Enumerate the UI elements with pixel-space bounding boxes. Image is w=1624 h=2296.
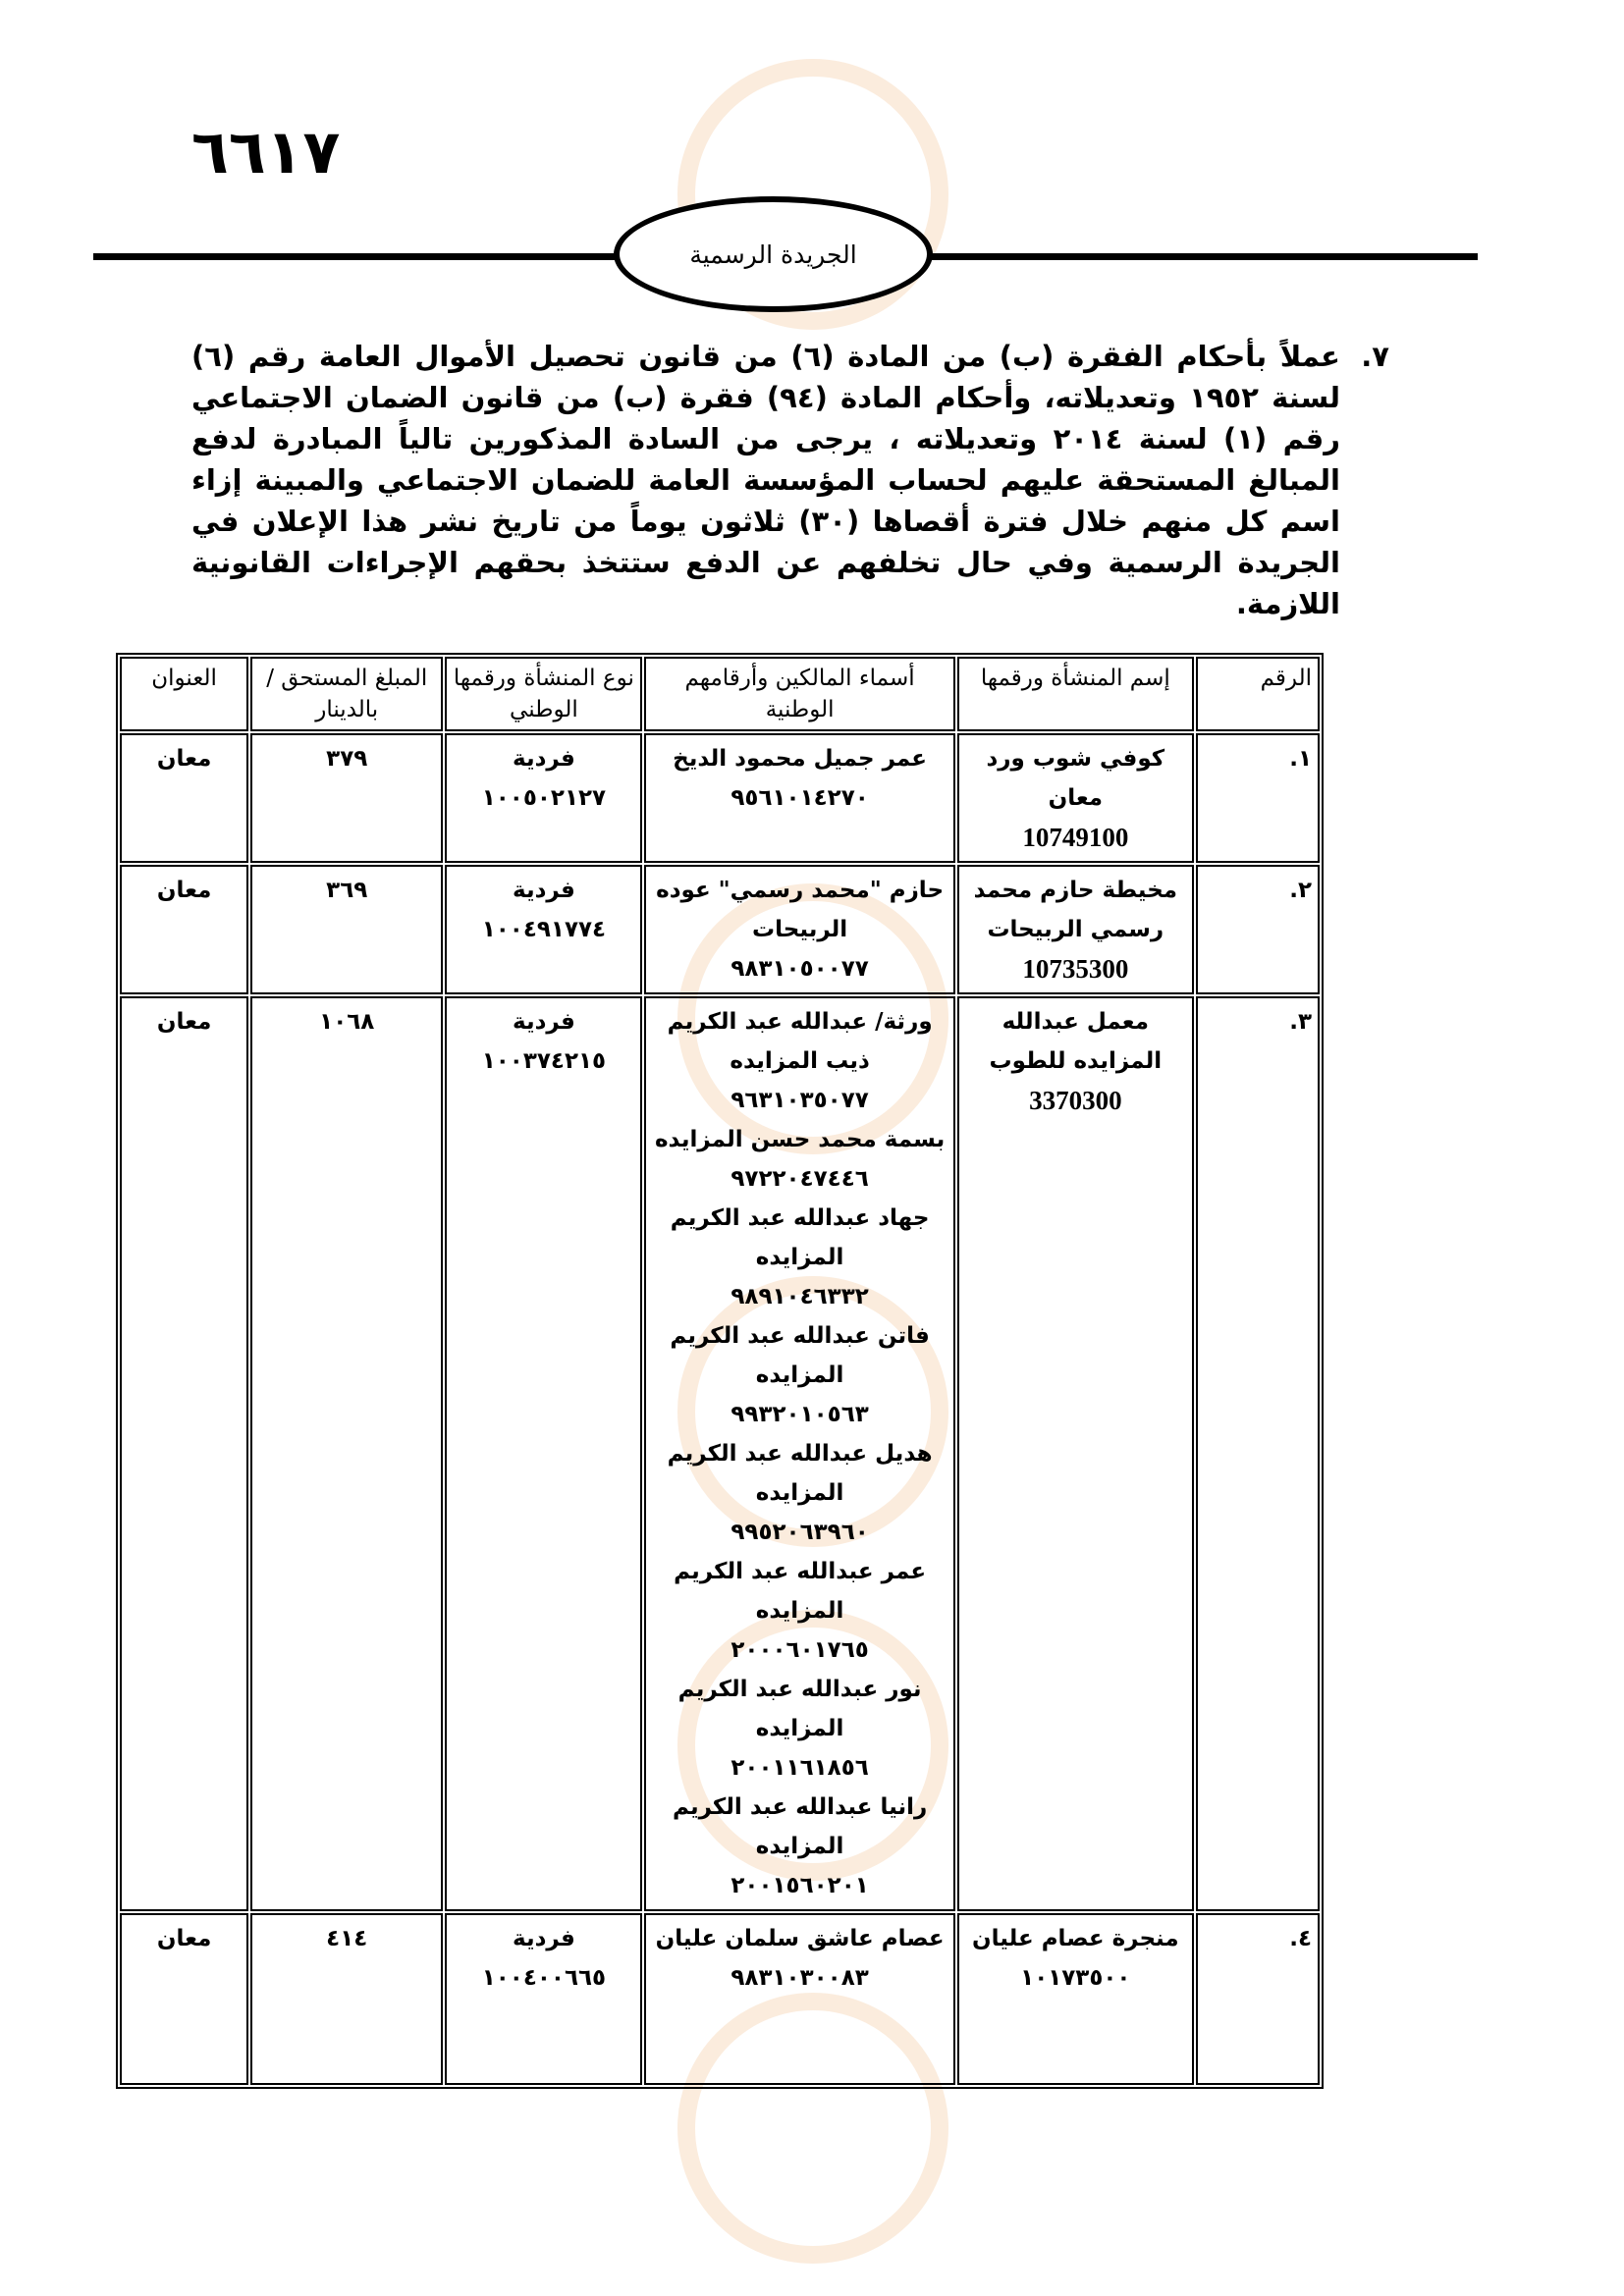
- header-title-text: الجريدة الرسمية: [689, 240, 857, 269]
- cell-type: [445, 996, 642, 1911]
- cell-type: [445, 1913, 642, 2085]
- owner-name: هديل عبدالله عبد الكريم المزايده: [667, 1441, 933, 1506]
- owner-name: رانيا عبدالله عبد الكريم المزايده: [672, 1794, 928, 1859]
- facility-name: كوفي شوب ورد معان: [986, 746, 1165, 811]
- facility-name: معمل عبدالله المزايده للطوب: [989, 1009, 1163, 1074]
- cell-number: [1196, 996, 1320, 1911]
- amount-due: ٣٦٩: [326, 878, 368, 903]
- row-number: ٣.: [1289, 1009, 1312, 1035]
- notice-paragraph: [191, 336, 1389, 624]
- owner-name: نور عبدالله عبد الكريم المزايده: [677, 1677, 922, 1741]
- cell-address: [120, 996, 248, 1911]
- notice-number: ٧.: [1361, 340, 1389, 373]
- cell-address: [120, 733, 248, 863]
- cell-amount: [250, 865, 443, 994]
- table-row: [120, 733, 1320, 863]
- cell-facility: [957, 865, 1194, 994]
- owner-national-id: ٩٨٩١٠٤٦٣٣٢: [731, 1284, 869, 1309]
- owner-name: عمر جميل محمود الديخ: [673, 746, 928, 772]
- facility-type: فردية: [513, 1926, 575, 1951]
- cell-type: [445, 733, 642, 863]
- cell-amount: [250, 1913, 443, 2085]
- cell-facility: [957, 1913, 1194, 2085]
- amount-due: ٤١٤: [326, 1926, 368, 1951]
- header-number: الرقم: [1196, 657, 1320, 731]
- facility-type: فردية: [513, 746, 575, 772]
- owner-national-id: ٢٠٠١٥٦٠٢٠١: [731, 1873, 869, 1898]
- cell-number: [1196, 733, 1320, 863]
- facility-national-number: ١٠٠٤٩١٧٧٤: [481, 917, 607, 942]
- header-address: العنوان: [120, 657, 248, 731]
- facility-national-number: ١٠٠٥٠٢١٢٧: [481, 785, 607, 811]
- owner-name: فاتن عبدالله عبد الكريم المزايده: [670, 1323, 930, 1388]
- facility-number: 10735300: [1022, 954, 1129, 984]
- row-number: ٤.: [1289, 1926, 1312, 1951]
- facility-type: فردية: [513, 1009, 575, 1035]
- cell-owners: [644, 733, 954, 863]
- cell-number: [1196, 1913, 1320, 2085]
- facility-number: 3370300: [1029, 1086, 1122, 1115]
- row-number: ١.: [1289, 746, 1312, 772]
- owner-name: ورثة/ عبدالله عبد الكريم ذيب المزايده: [667, 1009, 933, 1074]
- cell-owners: [644, 865, 954, 994]
- amount-due: ٣٧٩: [326, 746, 368, 772]
- owner-national-id: ٩٩٣٢٠١٠٥٦٣: [731, 1402, 869, 1427]
- cell-type: [445, 865, 642, 994]
- row-number: ٢.: [1289, 878, 1312, 903]
- header-owners: أسماء المالكين وأرقامهم الوطنية: [644, 657, 954, 731]
- facility-name: منجرة عصام عليان: [971, 1926, 1179, 1951]
- header-facility: إسم المنشأة ورقمها: [957, 657, 1194, 731]
- owner-name: عمر عبدالله عبد الكريم المزايده: [674, 1559, 927, 1624]
- owner-national-id: ٩٩٥٢٠٦٣٩٦٠: [731, 1520, 869, 1545]
- owner-national-id: ٩٦٣١٠٣٥٠٧٧: [731, 1088, 869, 1113]
- facility-type: فردية: [513, 878, 575, 903]
- page-number: ٦٦١٧: [191, 116, 341, 187]
- cell-address: [120, 1913, 248, 2085]
- header-amount: المبلغ المستحق /بالدينار: [250, 657, 443, 731]
- owner-national-id: ٢٠٠٠٦٠١٧٦٥: [731, 1637, 869, 1663]
- table-row: [120, 865, 1320, 994]
- cell-number: [1196, 865, 1320, 994]
- cell-owners: [644, 1913, 954, 2085]
- facility-national-number: ١٠٠٣٧٤٢١٥: [481, 1048, 607, 1074]
- address: معان: [156, 1009, 212, 1035]
- facility-number: 10749100: [1022, 823, 1129, 852]
- address: معان: [156, 878, 212, 903]
- address: معان: [156, 1926, 212, 1951]
- header-type: نوع المنشأة ورقمها الوطني: [445, 657, 642, 731]
- amount-due: ١٠٦٨: [319, 1009, 375, 1035]
- owner-name: بسمة محمد حسن المزايده: [654, 1127, 946, 1152]
- cell-facility: [957, 996, 1194, 1911]
- cell-amount: [250, 733, 443, 863]
- facility-national-number: ١٠٠٤٠٠٦٦٥: [481, 1965, 607, 1991]
- owner-name: عصام عاشق سلمان عليان: [655, 1926, 945, 1951]
- cell-facility: [957, 733, 1194, 863]
- cell-address: [120, 865, 248, 994]
- owner-name: حازم "محمد رسمي" عوده الربيحات: [656, 878, 945, 942]
- owner-national-id: ٩٨٣١٠٥٠٠٧٧: [731, 956, 869, 982]
- header-title: [614, 196, 933, 312]
- owner-national-id: ٢٠٠١١٦١٨٥٦: [731, 1755, 869, 1781]
- table-header-row: [120, 657, 1320, 731]
- owner-national-id: ٩٥٦١٠١٤٢٧٠: [731, 785, 869, 811]
- facility-number: ١٠١٧٣٥٠٠: [1020, 1965, 1131, 1991]
- address: معان: [156, 746, 212, 772]
- facility-name: مخيطة حازم محمد رسمي الربيحات: [973, 878, 1178, 942]
- notice-text: عملاً بأحكام الفقرة (ب) من المادة (٦) من قانون تحصيل الأموال العامة رقم (٦) لسنة ١٩٥٢ وتعديلاته، وأحكام المادة (٩٤) فقرة (ب) من قانون الضمان الاجتماعي رقم (١) لسنة ٢٠١٤ وتعديلاته ، يرجى من السادة المذكورين تالياً المبادرة لدفع المبالغ المستحقة عليهم لحساب المؤسسة العامة للضمان الاجتماعي والمبينة إزاء اسم كل منهم خلال فترة أقصاها (٣٠) ثلاثون يوماً من تاريخ نشر هذا الإعلان في الجريدة الرسمية وفي حال تخلفهم عن الدفع ستتخذ بحقهم الإجراءات القانونية اللازمة.: [191, 340, 1340, 620]
- owner-national-id: ٩٨٣١٠٣٠٠٨٣: [731, 1965, 869, 1991]
- cell-owners: [644, 996, 954, 1911]
- owner-national-id: ٩٧٢٢٠٤٧٤٤٦: [731, 1166, 869, 1192]
- debtors-table: [116, 653, 1324, 2089]
- table-row: [120, 1913, 1320, 2085]
- owner-name: جهاد عبدالله عبد الكريم المزايده: [670, 1205, 930, 1270]
- cell-amount: [250, 996, 443, 1911]
- table-row: [120, 996, 1320, 1911]
